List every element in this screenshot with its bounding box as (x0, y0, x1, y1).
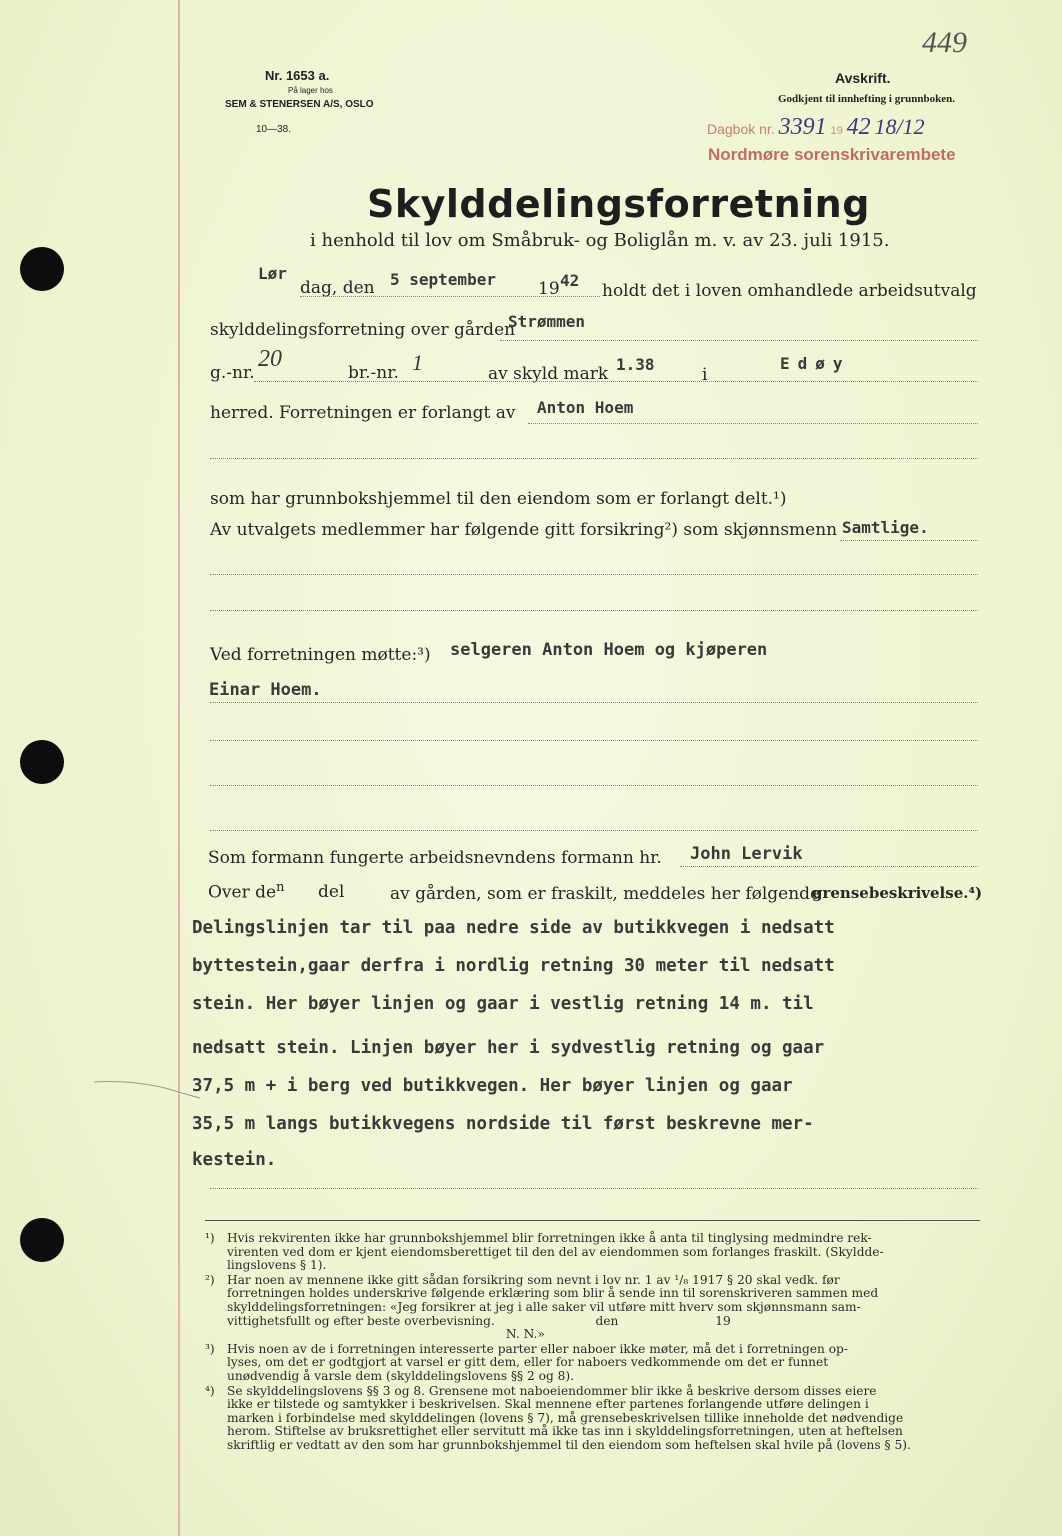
footnote-number: ²) (205, 1272, 215, 1287)
dagbok-year: 42 (846, 114, 871, 140)
publisher-line-2: SEM & STENERSEN A/S, OSLO (225, 99, 374, 110)
dotted-line (210, 740, 978, 741)
footnote-3 (205, 1343, 985, 1384)
herred-label: herred. Forretningen er forlangt av (210, 403, 516, 423)
brnr-label: br.-nr. (348, 363, 399, 383)
footnotes (205, 1232, 985, 1454)
boundary-line: 37,5 m + i berg ved butikkvegen. Her bøyer linjen og gaar (192, 1076, 793, 1096)
formann-label: Som formann fungerte arbeidsnevndens formann hr. (208, 848, 662, 868)
dotted-line (210, 574, 978, 575)
grense-label: grensebeskrivelse.⁴) (812, 884, 983, 902)
pencil-mark (92, 1078, 202, 1100)
dotted-line (528, 423, 978, 424)
forsikring-value: Samtlige. (842, 518, 929, 537)
punch-hole-bottom (20, 1218, 64, 1262)
year-value: 42 (560, 271, 580, 290)
punch-hole-top (20, 247, 64, 291)
document-subtitle: i henhold til lov om Småbruk- og Boliglån m. v. av 23. juli 1915. (310, 230, 890, 251)
footnote-line: lingslovens § 1). (227, 1258, 327, 1273)
footnote-line: lyses, om det er godtgjort at varsel er gitt dem, eller for naboers vedkommende om det er funnet (227, 1355, 829, 1370)
gnr-label: g.-nr. (210, 363, 255, 383)
dagbok-label: Dagbok nr. (707, 121, 775, 137)
gnr-value: 20 (258, 346, 282, 372)
dagbok-stamp (707, 114, 925, 141)
dotted-line (210, 1188, 978, 1189)
motte-value-line-2: Einar Hoem. (209, 680, 322, 700)
formann-value: John Lervik (690, 844, 803, 864)
over-label-text: Over de (208, 882, 277, 903)
motte-label: Ved forretningen møtte:³) (210, 645, 431, 665)
date-value: 5 september (390, 270, 496, 289)
form-date: 10—38. (256, 124, 292, 135)
margin-line (178, 0, 180, 1536)
weekday-value: Lør (258, 264, 287, 283)
avskrift-title: Avskrift. (835, 70, 891, 86)
del-label: del (318, 882, 345, 902)
dotted-line (254, 381, 978, 382)
brnr-value: 1 (412, 350, 423, 375)
boundary-line: 35,5 m langs butikkvegens nordside til først beskrevne mer- (192, 1114, 814, 1134)
dotted-line (210, 610, 978, 611)
avskrift-note: Godkjent til innhefting i grunnboken. (778, 93, 955, 105)
publisher-line-1: På lager hos (288, 86, 333, 95)
dotted-line (210, 830, 978, 831)
skyld-label: av skyld mark (488, 364, 609, 384)
grunnbok-text: som har grunnbokshjemmel til den eiendom som er forlangt delt.¹) (210, 489, 787, 509)
page-number: 449 (922, 26, 967, 59)
boundary-line: byttestein,gaar derfra i nordlig retning 30 meter til nedsatt (192, 956, 835, 976)
footnote-line: forretningen holdes underskrive følgende erklæring som blir å sende inn til sorenskriveren sammen med (227, 1286, 879, 1301)
requested-by-value: Anton Hoem (537, 398, 634, 417)
dagbok-year-label: 19 (830, 125, 843, 137)
dotted-line (210, 458, 978, 459)
footnote-line: herom. Stiftelse av bruksrettighet eller servitutt må ikke tas inn i skylddelingsforretningen, uten at heftelsen (227, 1424, 903, 1439)
footnote-1 (205, 1232, 985, 1273)
over-label-sup: n (276, 880, 285, 895)
document-title: Skylddelingsforretning (367, 182, 870, 226)
footnote-number: ⁴) (205, 1383, 215, 1398)
dotted-line (300, 296, 600, 297)
footnote-line: skriftlig er vedtatt av den som har grunnbokshjemmel til den eiendom som heftelsen skal hvile på (lovens § 5). (227, 1437, 911, 1452)
skyld-value: 1.38 (616, 355, 655, 374)
municipality-value: Edøy (780, 354, 851, 373)
skylddeling-label: skylddelingsforretning over gården (210, 320, 516, 340)
holdt-label: holdt det i loven omhandlede arbeidsutvalg (602, 281, 977, 301)
footnote-line: N. N.» (227, 1327, 545, 1342)
footnote-line: vittighetsfullt og efter beste overbevisning. den 19 (227, 1313, 731, 1328)
boundary-line: nedsatt stein. Linjen bøyer her i sydvestlig retning og gaar (192, 1038, 825, 1058)
footnote-separator (205, 1220, 980, 1221)
dagbok-date: 18/12 (874, 114, 925, 139)
dotted-line (840, 540, 978, 541)
boundary-line: stein. Her bøyer linjen og gaar i vestlig retning 14 m. til (192, 994, 814, 1014)
dotted-line (680, 866, 978, 867)
footnote-number: ¹) (205, 1231, 215, 1245)
footnote-line: marken i forbindelse med skylddelingen (lovens § 7), må grensebeskrivelsen tillike inneholde det nødvendige (227, 1410, 904, 1425)
footnote-line: Hvis rekvirenten ikke har grunnbokshjemmel blir forretningen ikke å anta til tinglysing medmindre rek- (227, 1231, 872, 1245)
footnote-2 (205, 1274, 985, 1342)
dag-den-label: dag, den (300, 278, 375, 298)
farm-name-value: Strømmen (508, 312, 586, 331)
i-label: i (702, 365, 708, 385)
footnote-line: Hvis noen av de i forretningen interesserte parter eller naboer ikke møter, må det i forretningen op- (227, 1341, 848, 1356)
form-number: Nr. 1653 a. (265, 68, 330, 83)
dotted-line (210, 702, 978, 703)
footnote-line: ikke er tilstede og samtykker i beskrivelsen. Skal mennene efter partenes forlangende utføre delingen i (227, 1397, 869, 1412)
office-stamp: Nordmøre sorenskrivarembete (708, 145, 956, 164)
motte-value-line-1: selgeren Anton Hoem og kjøperen (450, 640, 768, 660)
footnote-number: ³) (205, 1341, 215, 1356)
footnote-line: virenten ved dom er kjent eiendomsberettiget til den del av eiendommen som forlanges fraskilt. (Skyldde- (227, 1244, 884, 1259)
footnote-line: Har noen av mennene ikke gitt sådan forsikring som nevnt i lov nr. 1 av ¹/₈ 1917 § 20 skal vedk. før (227, 1272, 840, 1287)
forsikring-text: Av utvalgets medlemmer har følgende gitt forsikring²) som skjønnsmenn (210, 520, 838, 540)
dagbok-number: 3391 (778, 114, 827, 140)
dotted-line (500, 340, 978, 341)
boundary-line: kestein. (192, 1150, 277, 1170)
footnote-line: unødvendig å varsle dem (skylddelingslovens §§ 2 og 8). (227, 1368, 575, 1383)
over-label (208, 880, 284, 903)
year-prefix: 19 (538, 279, 560, 299)
footnote-line: Se skylddelingslovens §§ 3 og 8. Grensene mot naboeiendommer blir ikke å beskrive dersom disses eiere (227, 1383, 877, 1398)
fraskilt-label: av gården, som er fraskilt, meddeles her følgende (390, 884, 821, 904)
boundary-line: Delingslinjen tar til paa nedre side av butikkvegen i nedsatt (192, 918, 835, 938)
punch-hole-middle (20, 740, 64, 784)
footnote-4 (205, 1385, 985, 1453)
footnote-line: skylddelingsforretningen: «Jeg forsikrer at jeg i alle saker vil utføre mitt hverv som skjønnsmann sam- (227, 1299, 861, 1314)
dotted-line (210, 785, 978, 786)
